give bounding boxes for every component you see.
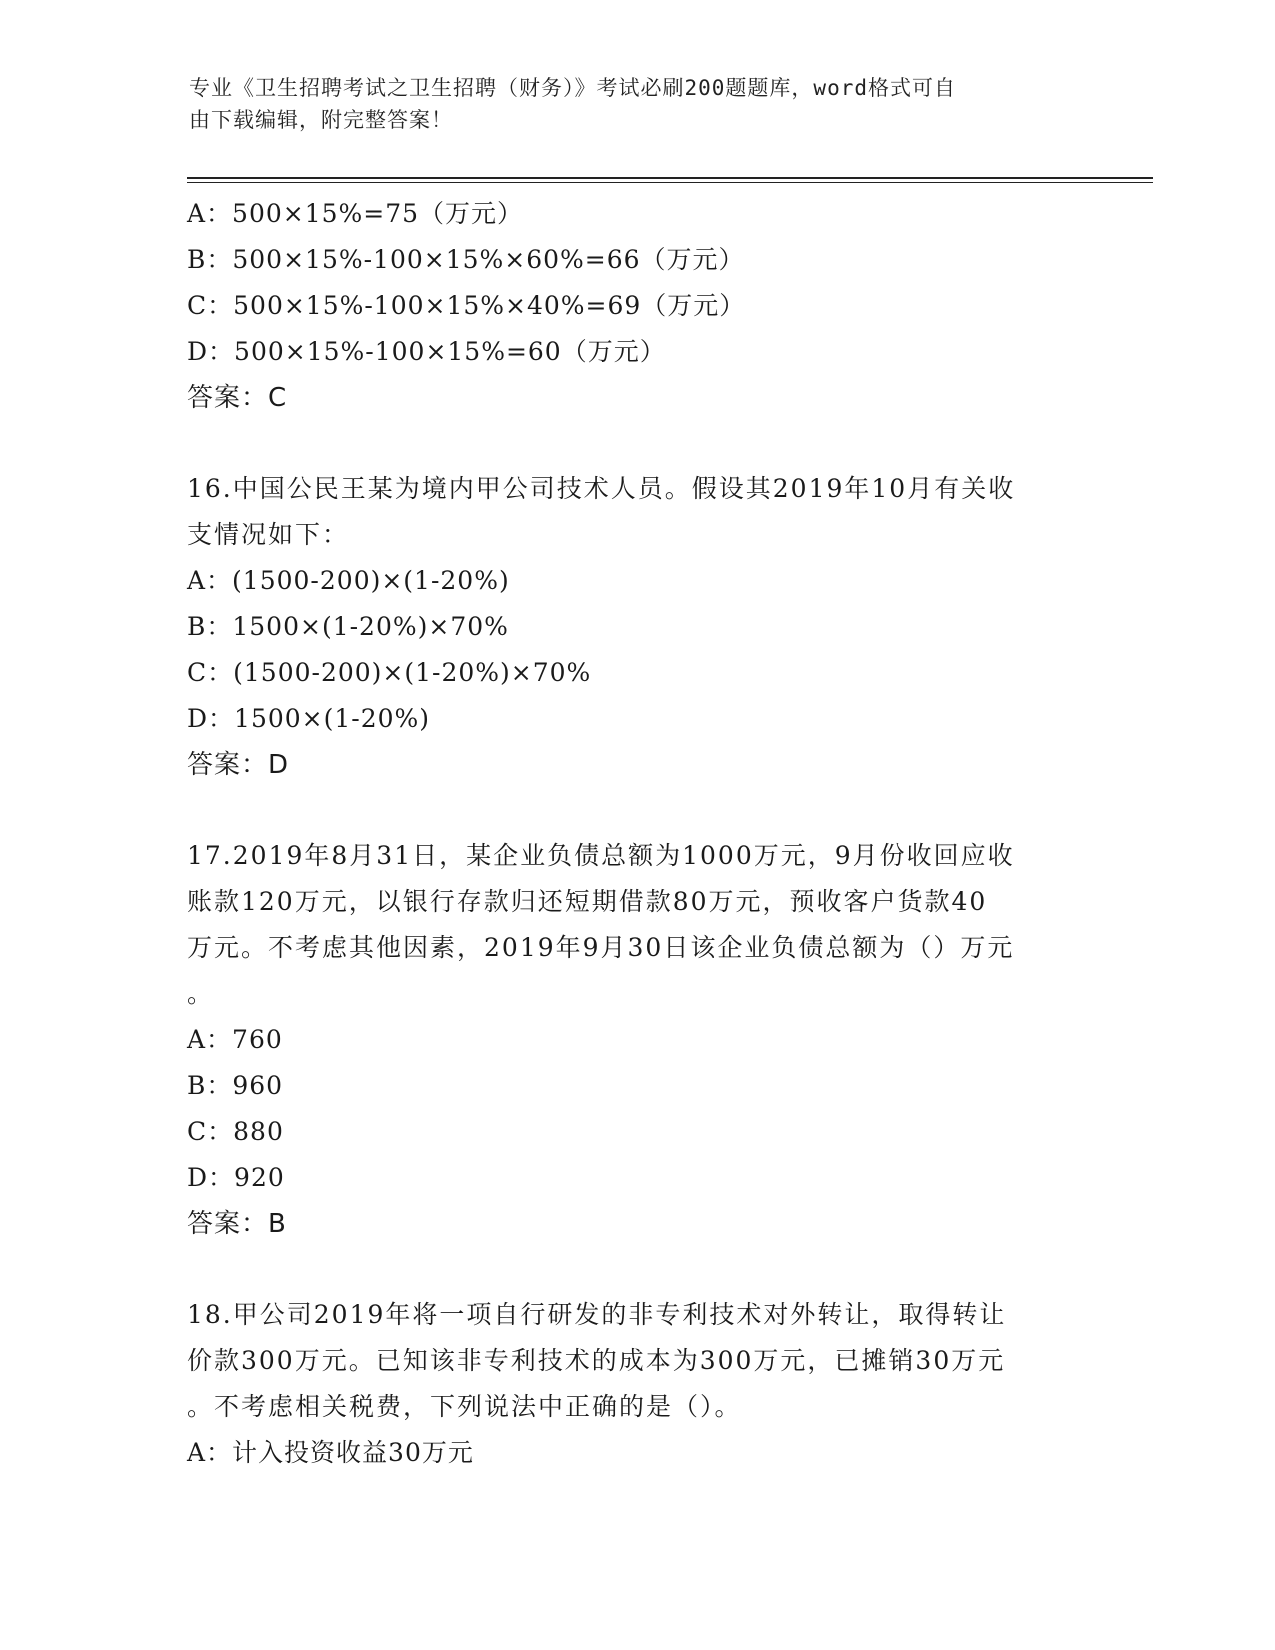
question-text-line: 万元。不考虑其他因素，2019年9月30日该企业负债总额为（）万元 — [187, 933, 1015, 962]
option-d: D：500×15%-100×15%=60（万元） — [187, 337, 666, 366]
document-header — [189, 72, 1069, 136]
option-a: A：(1500-200)×(1-20%) — [187, 566, 510, 595]
question-text-line: 。 — [187, 979, 215, 1008]
option-b: B：960 — [187, 1071, 284, 1100]
option-a: A：760 — [187, 1025, 283, 1054]
question-body — [187, 191, 1087, 1476]
question-text-line: 17.2019年8月31日，某企业负债总额为1000万元，9月份收回应收 — [187, 841, 1015, 870]
option-a: A：计入投资收益30万元 — [187, 1438, 474, 1467]
option-d: D：920 — [187, 1163, 285, 1192]
option-b: B：1500×(1-20%)×70% — [187, 612, 509, 641]
answer-line: 答案：D — [187, 750, 290, 780]
question-text-line: 价款300万元。已知该非专利技术的成本为300万元，已摊销30万元 — [187, 1346, 1006, 1375]
header-line-1: 专业《卫生招聘考试之卫生招聘（财务）》考试必刷200题题库，word格式可自 — [189, 76, 956, 100]
question-text-line: 支情况如下： — [187, 520, 350, 549]
question-18 — [187, 1292, 1087, 1476]
header-line-2: 由下载编辑，附完整答案！ — [189, 108, 453, 132]
question-text-line: 账款120万元，以银行存款归还短期借款80万元，预收客户货款40 — [187, 887, 988, 916]
answer-line: 答案：C — [187, 383, 288, 413]
question-text-line: 。不考虑相关税费，下列说法中正确的是（）。 — [187, 1392, 742, 1421]
question-16 — [187, 466, 1087, 788]
answer-line: 答案：B — [187, 1209, 287, 1239]
option-c: C：500×15%-100×15%×40%=69（万元） — [187, 291, 746, 320]
option-d: D：1500×(1-20%) — [187, 704, 431, 733]
option-c: C：(1500-200)×(1-20%)×70% — [187, 658, 592, 687]
question-text-line: 16.中国公民王某为境内甲公司技术人员。假设其2019年10月有关收 — [187, 474, 1016, 503]
header-divider-thick — [187, 177, 1153, 179]
header-divider-thin — [187, 182, 1153, 183]
option-c: C：880 — [187, 1117, 284, 1146]
option-b: B：500×15%-100×15%×60%=66（万元） — [187, 245, 745, 274]
question-17 — [187, 833, 1087, 1247]
question-text-line: 18.甲公司2019年将一项自行研发的非专利技术对外转让，取得转让 — [187, 1300, 1007, 1329]
question-15-continued — [187, 191, 1087, 421]
option-a: A：500×15%=75（万元） — [187, 199, 524, 228]
